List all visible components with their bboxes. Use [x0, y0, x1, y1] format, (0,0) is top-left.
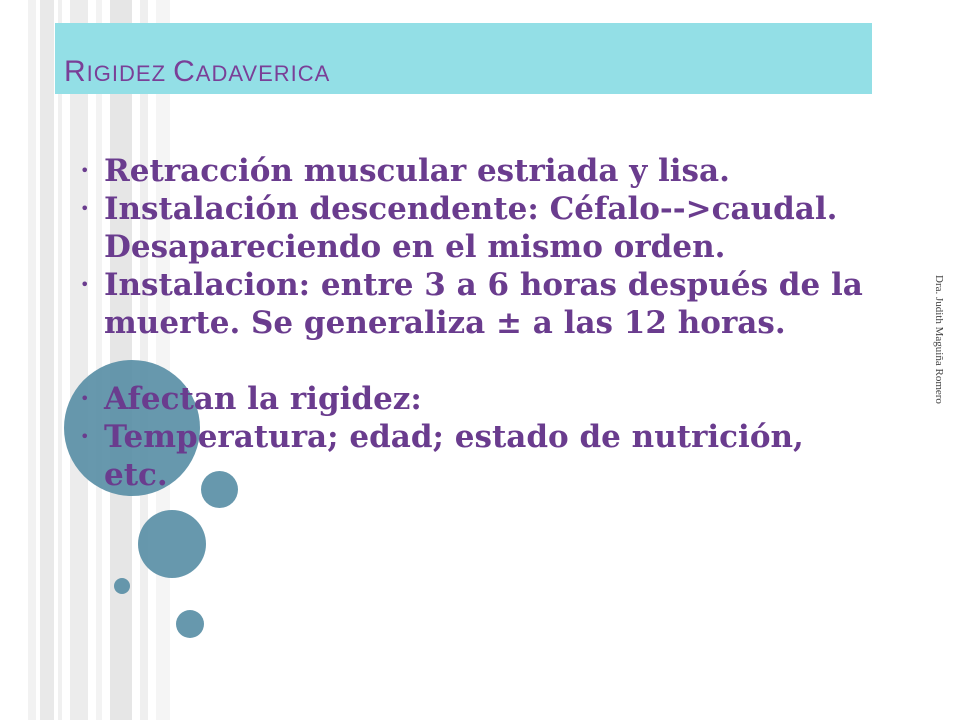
bullet-list: [80, 152, 870, 494]
author-footer: Dra. Judith Maguiña Romero: [933, 275, 945, 404]
bullet-item: • Instalación descendente: Céfalo-->caudal. Desapareciendo en el mismo orden.: [80, 191, 838, 265]
decorative-circle-tiny: [114, 578, 130, 594]
decorative-circle-medium: [138, 510, 206, 578]
bullet-item: • Retracción muscular estriada y lisa.: [80, 153, 730, 189]
decorative-circle-bottom: [176, 610, 204, 638]
slide-title: RIGIDEZ CADAVERICA: [64, 55, 331, 88]
bullet-item: • Instalacion: entre 3 a 6 horas después de la muerte. Se generaliza ± a las 12 horas.: [80, 267, 863, 341]
bullet-item: • Afectan la rigidez:: [80, 381, 422, 417]
bullet-item: • Temperatura; edad; estado de nutrición, etc.: [80, 419, 804, 493]
